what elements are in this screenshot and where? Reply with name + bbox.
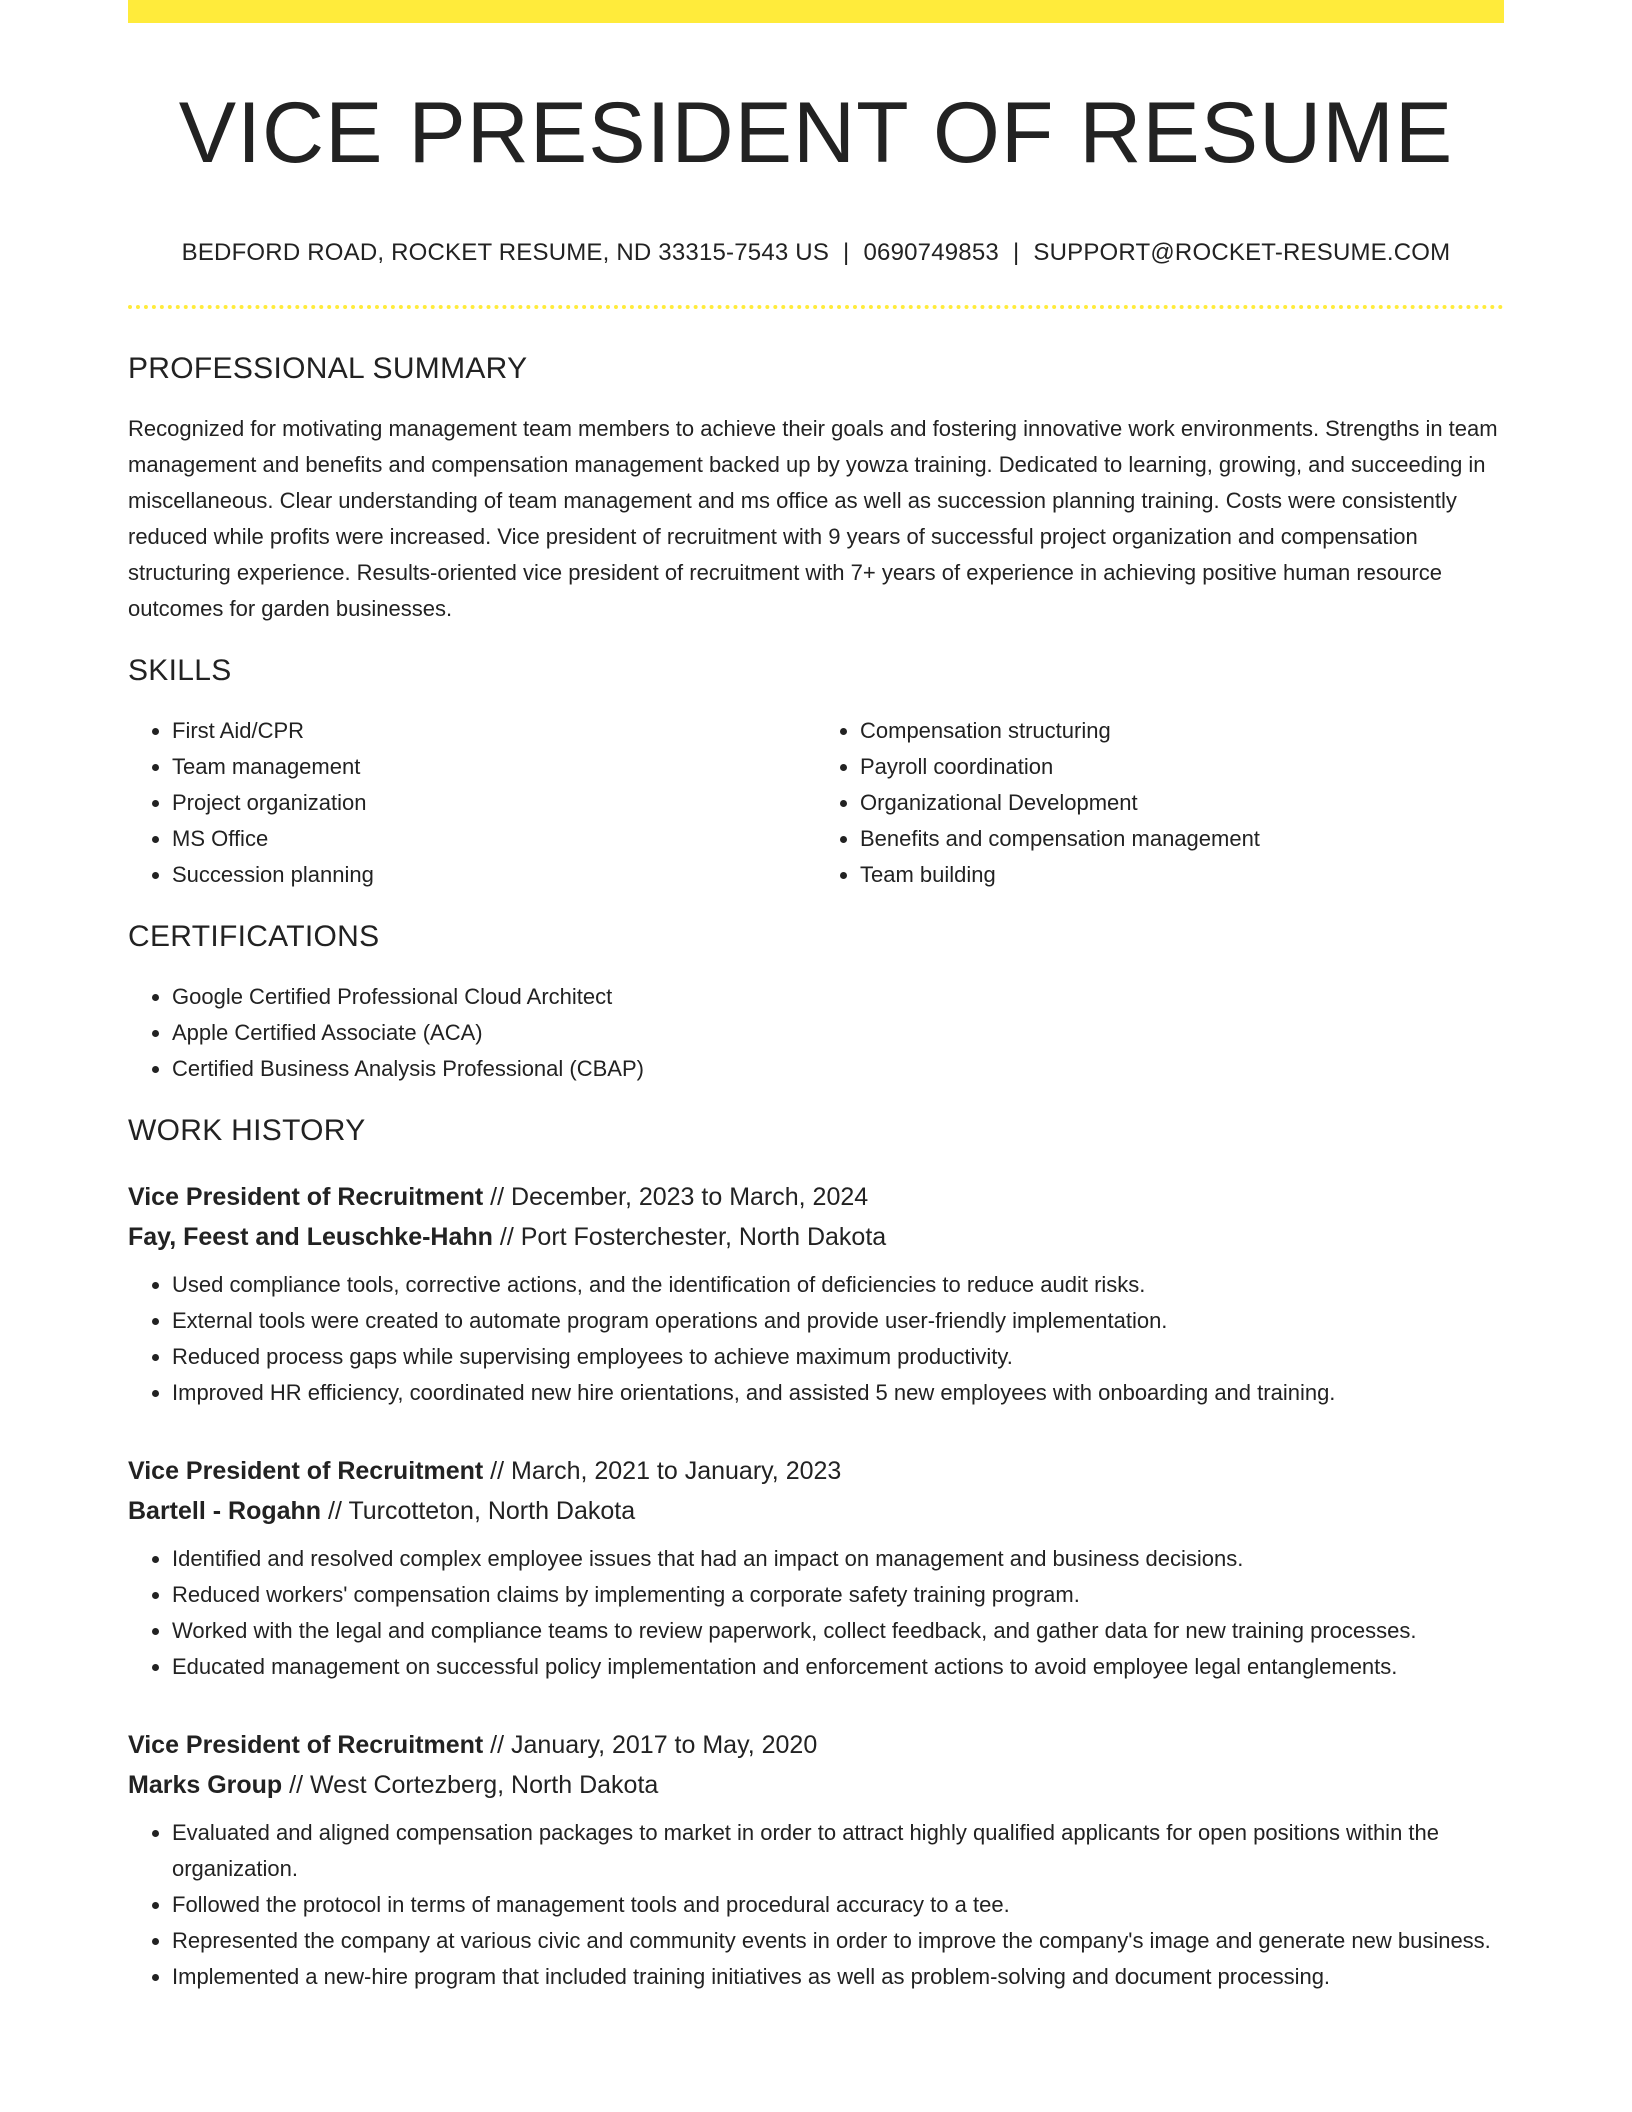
job-location: Turcotteton, North Dakota [348,1497,636,1526]
job-company: Bartell - Rogahn [128,1497,322,1526]
job-separator: // [289,1771,304,1800]
skills-columns [128,713,1504,893]
job-bullet: • Educated management on successful policy implementation and enforcement actions to avoid employee legal entanglements. [172,1649,1504,1685]
contact-separator: | [843,238,850,266]
skills-list-right [816,713,1504,893]
skill-item: • Benefits and compensation management [860,821,1504,857]
job-bullets [128,1541,1504,1685]
job-bullet: • Identified and resolved complex employee issues that had an impact on management and business decisions. [172,1541,1504,1577]
certification-item: • Apple Certified Associate (ACA) [172,1015,1504,1051]
job-entry [128,1725,1504,1995]
resume-page [128,0,1504,1995]
job-bullet: • Represented the company at various civic and community events in order to improve the company's image and generate new business. [172,1923,1504,1959]
skill-item: • Team management [172,749,816,785]
certification-item: • Certified Business Analysis Professional (CBAP) [172,1051,1504,1087]
job-location: Port Fosterchester, North Dakota [520,1223,887,1252]
job-location: West Cortezberg, North Dakota [310,1771,659,1800]
skill-item: • Succession planning [172,857,816,893]
job-title-line [128,1177,1504,1217]
job-bullet: • Worked with the legal and compliance teams to review paperwork, collect feedback, and gather data for new training processes. [172,1613,1504,1649]
job-separator: // [490,1457,505,1486]
contact-address: BEDFORD ROAD, ROCKET RESUME, ND 33315-7543 US [181,238,830,266]
job-bullet: • Reduced workers' compensation claims by implementing a corporate safety training program. [172,1577,1504,1613]
job-dates: January, 2017 to May, 2020 [511,1731,818,1760]
accent-top-bar [128,0,1504,23]
job-bullet: • External tools were created to automate program operations and provide user-friendly implementation. [172,1303,1504,1339]
job-title-line [128,1725,1504,1765]
resume-name: VICE PRESIDENT OF RESUME [178,85,1454,181]
job-bullets [128,1815,1504,1995]
job-bullet: • Followed the protocol in terms of management tools and procedural accuracy to a tee. [172,1887,1504,1923]
contact-line [128,239,1504,268]
job-separator: // [499,1223,514,1252]
skills-heading: SKILLS [128,654,232,688]
job-bullet: • Improved HR efficiency, coordinated new hire orientations, and assisted 5 new employees with onboarding and training. [172,1375,1504,1411]
job-bullets [128,1267,1504,1411]
certifications-list [128,979,1504,1087]
dotted-divider [128,305,1504,309]
skill-item: • MS Office [172,821,816,857]
job-bullet: • Implemented a new-hire program that included training initiatives as well as problem-solving and document processing. [172,1959,1504,1995]
job-separator: // [490,1183,505,1212]
skill-item: • Payroll coordination [860,749,1504,785]
job-separator: // [490,1731,505,1760]
job-separator: // [328,1497,342,1526]
certifications-heading: CERTIFICATIONS [128,920,380,954]
job-company-line [128,1765,1504,1805]
work-history-heading: WORK HISTORY [128,1114,366,1148]
job-bullet: • Used compliance tools, corrective actions, and the identification of deficiencies to reduce audit risks. [172,1267,1504,1303]
job-company: Marks Group [128,1771,283,1800]
job-bullet: • Evaluated and aligned compensation packages to market in order to attract highly qualified applicants for open positions within the organization. [172,1815,1504,1887]
job-bullet: • Reduced process gaps while supervising employees to achieve maximum productivity. [172,1339,1504,1375]
job-entry [128,1177,1504,1411]
contact-email: SUPPORT@ROCKET-RESUME.COM [1033,238,1451,266]
job-role: Vice President of Recruitment [128,1731,484,1760]
skill-item: • First Aid/CPR [172,713,816,749]
job-title-line [128,1451,1504,1491]
job-company-line [128,1491,1504,1531]
skill-item: • Team building [860,857,1504,893]
job-dates: December, 2023 to March, 2024 [511,1183,869,1212]
contact-phone: 0690749853 [863,238,999,266]
skill-item: • Organizational Development [860,785,1504,821]
job-entry [128,1451,1504,1685]
job-dates: March, 2021 to January, 2023 [511,1457,842,1486]
job-company-line [128,1217,1504,1257]
skill-item: • Compensation structuring [860,713,1504,749]
contact-separator: | [1012,238,1020,266]
certification-item: • Google Certified Professional Cloud Architect [172,979,1504,1015]
job-role: Vice President of Recruitment [128,1457,484,1486]
summary-text: Recognized for motivating management team members to achieve their goals and fostering innovative work environments. Strengths in team management and benefits and compensation management backed up by yowza training. Dedicated to learning, growing, and succeeding in miscellaneous. Clear understanding of team management and ms office as well as succession planning training. Costs were consistently reduced while profits were increased. Vice president of recruitment with 9 years of successful project organization and compensation structuring experience. Results-oriented vice president of recruitment with 7+ years of experience in achieving positive human resource outcomes for garden businesses. [128,416,1498,622]
job-company: Fay, Feest and Leuschke-Hahn [128,1223,493,1252]
job-role: Vice President of Recruitment [128,1183,484,1212]
skill-item: • Project organization [172,785,816,821]
summary-heading: PROFESSIONAL SUMMARY [128,352,528,386]
skills-list-left [128,713,816,893]
